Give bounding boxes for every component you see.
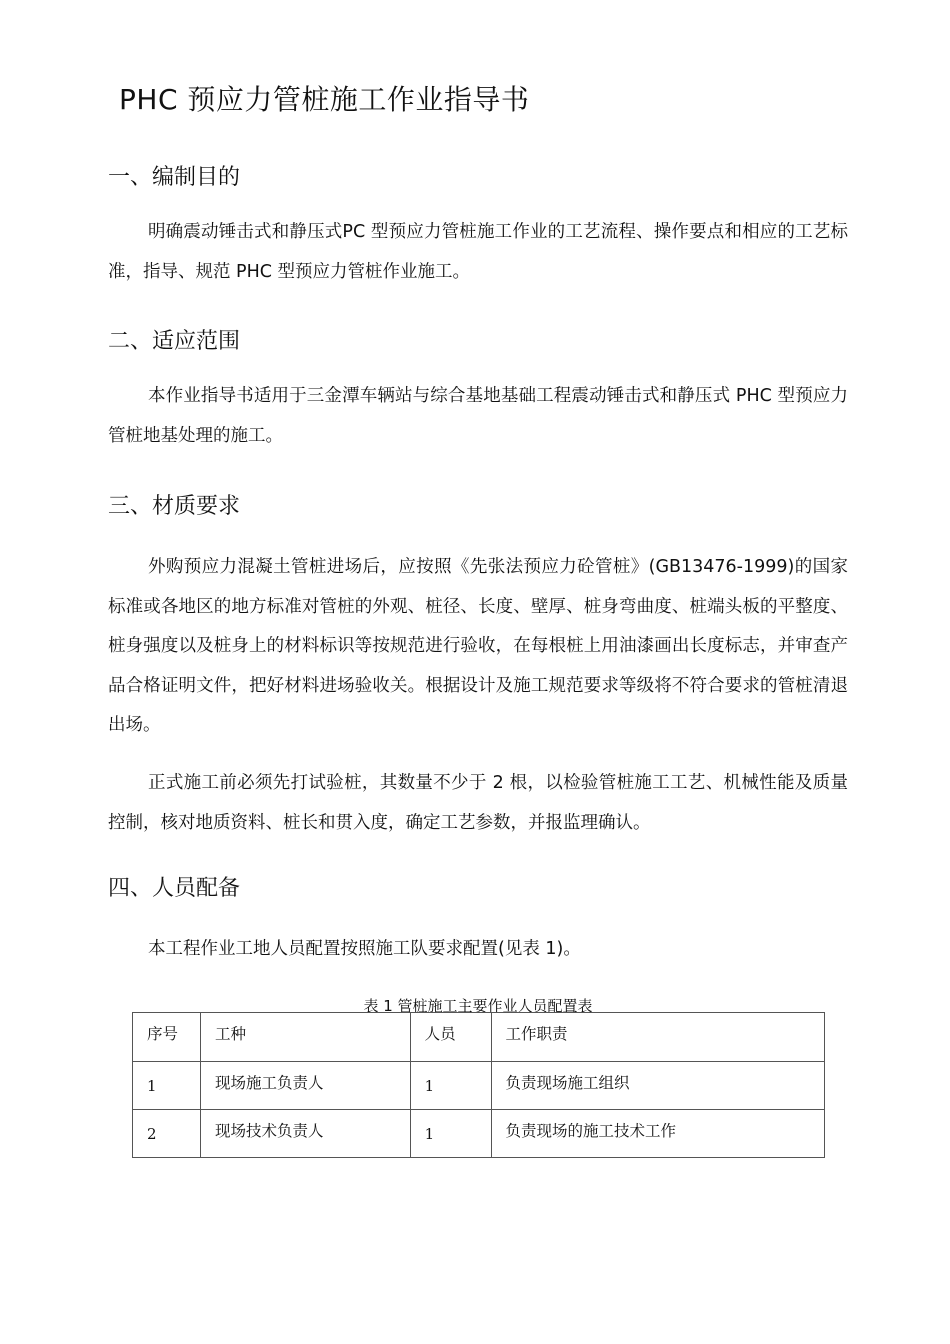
table-header-row (133, 1013, 825, 1062)
section-heading-purpose: 一、编制目的 (108, 165, 241, 190)
row-number: 1 (147, 1077, 157, 1095)
table-cell: 负责现场的施工技术工作 (491, 1110, 824, 1158)
table-header-cell: 序号 (133, 1013, 201, 1062)
table-caption: 表 1 管桩施工主要作业人员配置表 (363, 997, 593, 1015)
paragraph-staffing: 本工程作业工地人员配置按照施工队要求配置(见表 1)。 (148, 939, 581, 959)
table-header-cell: 工作职责 (491, 1013, 824, 1062)
table-cell (410, 1062, 491, 1110)
row-number: 2 (147, 1125, 157, 1143)
paragraph-materials-test-piles: 正式施工前必须先打试验桩，其数量不少于 2 根，以检验管桩施工工艺、机械性能及质量控制，核对地质资料、桩长和贯入度，确定工艺参数，并报监理确认。 (108, 773, 848, 833)
table-cell (133, 1062, 201, 1110)
staff-table (132, 1012, 825, 1158)
table-row (133, 1062, 825, 1110)
table-cell: 现场施工负责人 (200, 1062, 410, 1110)
table-row (133, 1110, 825, 1158)
staff-count: 1 (424, 1125, 435, 1143)
table-cell (133, 1110, 201, 1158)
table-cell (410, 1110, 491, 1158)
section-heading-materials: 三、材质要求 (108, 494, 241, 519)
table-cell: 现场技术负责人 (200, 1110, 410, 1158)
paragraph-purpose: 明确震动锤击式和静压式PC 型预应力管桩施工作业的工艺流程、操作要点和相应的工艺标准，指导、规范 PHC 型预应力管桩作业施工。 (108, 222, 848, 282)
table-header-cell: 人员 (410, 1013, 491, 1062)
paragraph-materials-acceptance: 外购预应力混凝土管桩进场后，应按照《先张法预应力砼管桩》(GB13476-1999)的国家标准或各地区的地方标准对管桩的外观、桩径、长度、壁厚、桩身弯曲度、桩端头板的平整度、桩身强度以及桩身上的材料标识等按规范进行验收，在每根桩上用油漆画出长度标志，并审查产品合格证明文件，把好材料进场验收关。根据设计及施工规范要求等级将不符合要求的管桩清退出场。 (108, 557, 848, 735)
table-header-cell: 工种 (200, 1013, 410, 1062)
paragraph-scope: 本作业指导书适用于三金潭车辆站与综合基地基础工程震动锤击式和静压式 PHC 型预应力管桩地基处理的施工。 (108, 386, 848, 446)
section-heading-staffing: 四、人员配备 (108, 876, 241, 901)
section-heading-scope: 二、适应范围 (108, 329, 241, 354)
page-title: PHC 预应力管桩施工作业指导书 (119, 83, 530, 116)
staff-count: 1 (424, 1077, 435, 1095)
table-cell: 负责现场施工组织 (491, 1062, 824, 1110)
